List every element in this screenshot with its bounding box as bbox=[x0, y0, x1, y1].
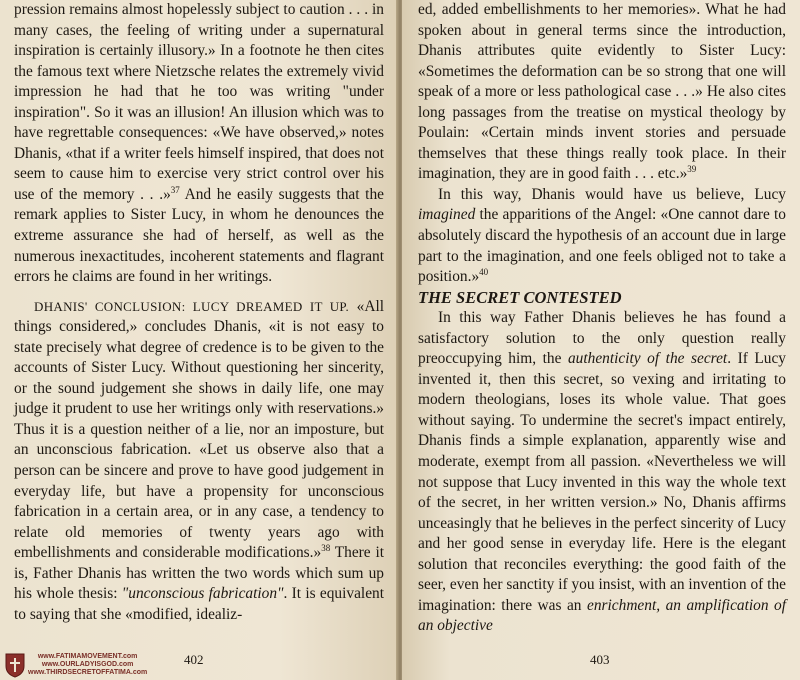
footnote-ref: 38 bbox=[321, 543, 331, 554]
paragraph: In this way, Dhanis would have us believe, Lucy imagined the apparitions of the Angel: «One cannot dare to absolutely discard the hypothesis of an account due in large part to the imagination, and one feels obliged not to take a position.»$^{40}$ bbox=[418, 185, 786, 286]
emphasis: enrichment, an amplification of an objective bbox=[418, 596, 787, 635]
section-heading: THE SECRET CONTESTED bbox=[418, 287, 622, 307]
footnote-ref: 39 bbox=[687, 164, 697, 175]
emphasis: imagined bbox=[418, 206, 476, 224]
page-number: 402 bbox=[184, 652, 204, 667]
left-page bbox=[0, 0, 398, 680]
footnote-ref: 37 bbox=[170, 184, 180, 195]
emphasis: "unconscious fabrication" bbox=[121, 585, 284, 603]
section-label: DHANIS' CONCLUSION: LUCY DREAMED IT UP. bbox=[34, 298, 350, 314]
seal-icon bbox=[4, 652, 26, 678]
emphasis: authenticity of the secret bbox=[567, 350, 728, 368]
paragraph: In this way Father Dhanis believes he has found a satisfactory solution to the only question really preoccupying him, the authenticity of the secret. If Lucy invented it, then this secret, so vexing and irritating to modern theologians, loses its whole value. That goes without saying. To undermine the secret's impact entirely, Dhanis finds a simple explanation, apparently wise and moderate, exempt from all passion. «Nevertheless we will not suppose that Lucy invented in this way the whole text of the secret, in her written version.» No, Dhanis affirms unceasingly that he believes in the perfect sincerity of Lucy and her good sense in everyday life. Here is the elegant solution that reconciles everything: the good faith of the seer, even her sanctity if you insist, with an invention of the imagination: there was an enrichment, an amplification of an objective bbox=[418, 309, 787, 635]
footnote-ref: 40 bbox=[479, 266, 489, 277]
page-number: 403 bbox=[590, 652, 610, 667]
right-page bbox=[402, 0, 800, 680]
paragraph: DHANIS' CONCLUSION: LUCY DREAMED IT UP. «All things considered,» concludes Dhanis, «it is not easy to state precisely what degree of credence is to be given to the accounts of Sister Lucy. Without questioning her sincerity, or the sound judgement she shows in daily life, one may judge it prudent to use her writings only with reservations.» Thus it is a question neither of a lie, nor an imposture, but an unconscious fabrication. «Let us observe also that a person can be sincere and prove to have good judgement in everyday life, but have a propensity for unconscious fabrication in a certain area, or in any case, a tendency to relate old memories of twenty years ago with embellishments and considerable modifications.»$^{38}$ There it is, Father Dhanis has written the two words which sum up his whole thesis: "unconscious fabrication". It is equivalent to saying that she «modified, idealiz- bbox=[14, 297, 385, 623]
paragraph: ed, added embellishments to her memories». What he had spoken about in general terms since the introduction, Dhanis attributes quite evidently to Sister Lucy: «Sometimes the deformation can be so strong that one will speak of a more or less pathological case . . .» He also cites long passages from the treatise on mystical theology by Poulain: «Certain minds invent stories and persuade themselves that these things really took place. In their imagination, they are in good faith . . . etc.»$^{39}$ bbox=[418, 1, 786, 183]
watermark-urls: www.FATIMAMOVEMENT.com www.OURLADYISGOD.com www.THIRDSECRETOFFATIMA.com bbox=[28, 653, 148, 676]
paragraph: pression remains almost hopelessly subject to caution . . . in many cases, the feeling of writing under a supernatural inspiration is certainly illusory.» In a footnote he then cites the famous text where Nietzsche relates the extremely vivid impression he had that he too was writing "under inspiration". So it was an illusion! An illusion which was to have regrettable consequences: «We have observed,» notes Dhanis, «that if a writer feels himself inspired, that does not seem to cause him to exercise very strict control over his use of the memory . . .»$^{37}$ And he easily suggests that the remark applies to Sister Lucy, in whom he denounces the extreme assurance she had of herself, as well as the numerous inexactitudes, incoherent statements and flagrant errors he claims are found in her writings. bbox=[14, 1, 384, 286]
right-page-text bbox=[418, 0, 786, 637]
left-page-text bbox=[14, 0, 384, 625]
